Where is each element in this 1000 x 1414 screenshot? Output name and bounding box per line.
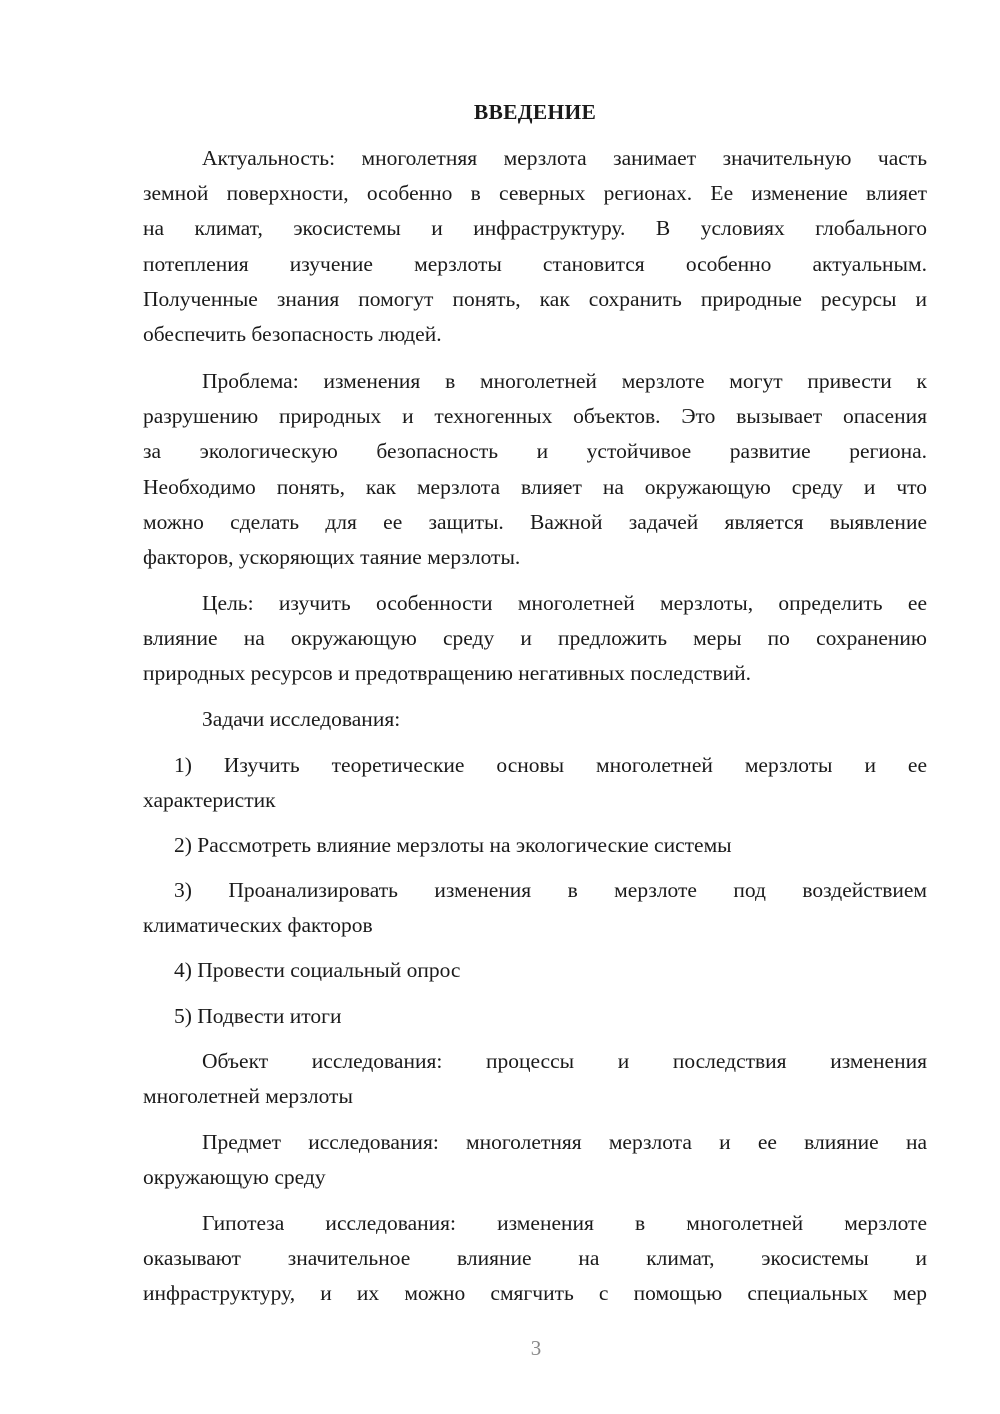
paragraph-line: Предмет исследования: многолетняя мерзлота и ее влияние на [202,1130,927,1154]
paragraph-problem [143,364,927,575]
paragraph-subject [143,1125,927,1195]
list-item-task-1 [143,748,927,818]
paragraph-line: на климат, экосистемы и инфраструктуру. В условиях глобального [143,216,927,241]
paragraph-line: многолетней мерзлоты [143,1084,353,1109]
paragraph-relevance [143,141,927,352]
paragraph-line: Проблема: изменения в многолетней мерзлоте могут привести к [202,369,927,393]
paragraph-line: разрушению природных и техногенных объектов. Это вызывает опасения [143,404,927,429]
paragraph-line: за экологическую безопасность и устойчивое развитие региона. [143,439,927,464]
paragraph-line: природных ресурсов и предотвращению негативных последствий. [143,661,751,686]
paragraph-line: потепления изучение мерзлоты становится особенно актуальным. [143,251,927,276]
paragraph-line: факторов, ускоряющих таяние мерзлоты. [143,545,521,570]
paragraph-goal [143,586,927,692]
paragraph-line: Объект исследования: процессы и последствия изменения [202,1049,927,1073]
paragraph-line: характеристик [143,788,276,813]
paragraph-line: 2) Рассмотреть влияние мерзлоты на экологические системы [174,833,732,857]
page-number: 3 [530,1336,542,1360]
paragraph-hypothesis [143,1206,927,1312]
paragraph-line: 3) Проанализировать изменения в мерзлоте под воздействием [174,878,927,902]
paragraph-line: обеспечить безопасность людей. [143,322,442,347]
paragraph-line: климатических факторов [143,913,373,938]
list-item-task-3 [143,873,927,943]
paragraph-line: земной поверхности, особенно в северных регионах. Ее изменение влияет [143,181,927,206]
paragraph-line: Цель: изучить особенности многолетней мерзлоты, определить ее [202,591,927,615]
paragraph-line: инфраструктуру, и их можно смягчить с помощью специальных мер [143,1281,927,1306]
paragraph-line: Необходимо понять, как мерзлота влияет на окружающую среду и что [143,474,927,499]
paragraph-line: Гипотеза исследования: изменения в многолетней мерзлоте [202,1211,927,1235]
paragraph-line: Актуальность: многолетняя мерзлота занимает значительную часть [202,146,927,170]
paragraph-object [143,1044,927,1114]
paragraph-tasks-heading [143,702,927,737]
paragraph-line: Полученные знания помогут понять, как сохранить природные ресурсы и [143,286,927,311]
paragraph-line: можно сделать для ее защиты. Важной задачей является выявление [143,509,927,534]
paragraph-line: 5) Подвести итоги [174,1004,342,1028]
paragraph-line: Задачи исследования: [202,707,401,731]
paragraph-line: 1) Изучить теоретические основы многолетней мерзлоты и ее [174,753,927,777]
paragraph-line: влияние на окружающую среду и предложить меры по сохранению [143,626,927,651]
paragraph-line: окружающую среду [143,1165,326,1190]
list-item-task-4 [143,953,927,988]
document-title: ВВЕДЕНИЕ [473,100,597,124]
list-item-task-2 [143,828,927,863]
paragraph-line: 4) Провести социальный опрос [174,958,461,982]
list-item-task-5 [143,999,927,1034]
paragraph-line: оказывают значительное влияние на климат, экосистемы и [143,1246,927,1271]
